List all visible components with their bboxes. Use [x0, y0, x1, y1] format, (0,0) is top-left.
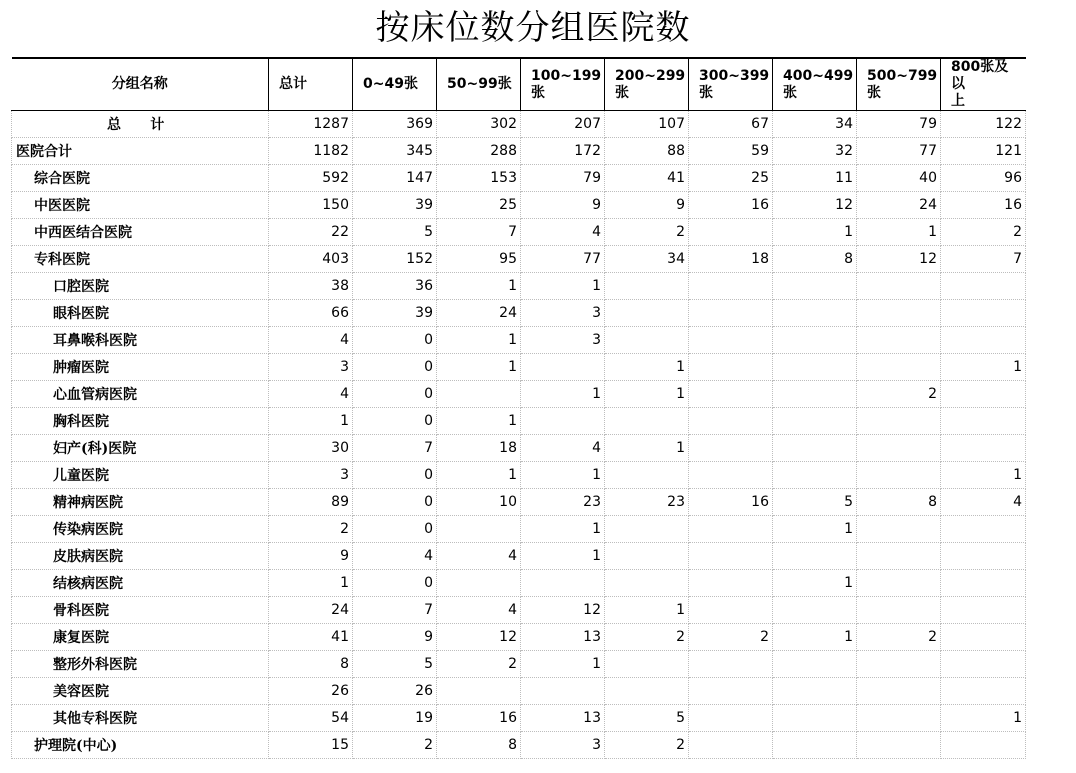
value-cell: 54 — [269, 705, 353, 732]
value-cell — [857, 516, 941, 543]
table-body — [12, 111, 1026, 759]
value-cell: 23 — [521, 489, 605, 516]
value-cell: 0 — [353, 489, 437, 516]
value-cell: 16 — [941, 192, 1026, 219]
column-header-text: 张 — [531, 84, 545, 101]
page-title: 按床位数分组医院数 — [375, 8, 691, 48]
row-name-cell: 整形外科医院 — [12, 651, 269, 678]
value-cell — [941, 408, 1026, 435]
value-cell: 1 — [773, 624, 857, 651]
row-name-cell: 护理院(中心) — [12, 732, 269, 759]
row-name-cell: 口腔医院 — [12, 273, 269, 300]
value-cell — [773, 300, 857, 327]
value-cell: 1 — [857, 219, 941, 246]
column-header-1 — [269, 58, 353, 111]
value-cell — [857, 408, 941, 435]
row-name-cell: 中医医院 — [12, 192, 269, 219]
value-cell: 2 — [857, 624, 941, 651]
table-row — [12, 705, 1026, 732]
value-cell — [773, 327, 857, 354]
column-header-9 — [941, 58, 1026, 111]
value-cell: 18 — [689, 246, 773, 273]
value-cell: 32 — [773, 138, 857, 165]
value-cell: 77 — [521, 246, 605, 273]
row-name-cell: 总 计 — [12, 111, 269, 138]
value-cell — [605, 543, 689, 570]
value-cell: 1 — [605, 597, 689, 624]
value-cell: 107 — [605, 111, 689, 138]
column-header-5 — [605, 58, 689, 111]
value-cell: 1 — [437, 273, 521, 300]
value-cell — [773, 543, 857, 570]
value-cell: 41 — [605, 165, 689, 192]
value-cell: 4 — [269, 327, 353, 354]
value-cell — [689, 597, 773, 624]
value-cell: 88 — [605, 138, 689, 165]
table-row — [12, 678, 1026, 705]
table-row — [12, 543, 1026, 570]
value-cell: 1 — [605, 354, 689, 381]
value-cell — [857, 435, 941, 462]
value-cell — [689, 651, 773, 678]
column-header-text: 400~499 — [783, 67, 854, 84]
value-cell: 0 — [353, 570, 437, 597]
column-header-text: 分组名称 — [111, 76, 168, 92]
value-cell — [521, 354, 605, 381]
value-cell: 1 — [269, 408, 353, 435]
value-cell — [521, 678, 605, 705]
value-cell: 1287 — [269, 111, 353, 138]
column-header-text: 上 — [951, 93, 965, 109]
value-cell: 12 — [521, 597, 605, 624]
value-cell — [689, 381, 773, 408]
value-cell: 3 — [521, 300, 605, 327]
value-cell: 3 — [269, 354, 353, 381]
value-cell — [605, 651, 689, 678]
value-cell: 40 — [857, 165, 941, 192]
value-cell — [689, 705, 773, 732]
value-cell — [521, 408, 605, 435]
value-cell: 79 — [857, 111, 941, 138]
column-header-text: 200~299 — [615, 67, 686, 84]
value-cell: 12 — [857, 246, 941, 273]
table-row — [12, 408, 1026, 435]
value-cell — [941, 300, 1026, 327]
value-cell: 66 — [269, 300, 353, 327]
value-cell — [857, 543, 941, 570]
value-cell: 15 — [269, 732, 353, 759]
table-row — [12, 165, 1026, 192]
table-row — [12, 138, 1026, 165]
row-name-cell: 儿童医院 — [12, 462, 269, 489]
value-cell: 13 — [521, 705, 605, 732]
value-cell: 1 — [941, 705, 1026, 732]
value-cell: 7 — [353, 435, 437, 462]
value-cell: 1 — [605, 381, 689, 408]
value-cell: 1 — [941, 462, 1026, 489]
table-row — [12, 192, 1026, 219]
value-cell — [941, 435, 1026, 462]
hospital-bed-table — [11, 57, 1026, 759]
value-cell: 153 — [437, 165, 521, 192]
value-cell: 77 — [857, 138, 941, 165]
value-cell — [773, 435, 857, 462]
table-row — [12, 651, 1026, 678]
row-name-cell: 精神病医院 — [12, 489, 269, 516]
table-row — [12, 327, 1026, 354]
row-name-cell: 皮肤病医院 — [12, 543, 269, 570]
table-row — [12, 516, 1026, 543]
column-header-text: 张 — [867, 84, 881, 101]
value-cell: 34 — [605, 246, 689, 273]
row-name-cell: 骨科医院 — [12, 597, 269, 624]
value-cell — [605, 273, 689, 300]
value-cell: 1 — [773, 219, 857, 246]
value-cell: 22 — [269, 219, 353, 246]
value-cell — [689, 732, 773, 759]
table-row — [12, 246, 1026, 273]
value-cell — [689, 543, 773, 570]
value-cell: 12 — [773, 192, 857, 219]
value-cell — [857, 354, 941, 381]
table-row — [12, 732, 1026, 759]
value-cell: 25 — [689, 165, 773, 192]
value-cell: 1 — [521, 516, 605, 543]
value-cell: 1 — [773, 516, 857, 543]
value-cell: 36 — [353, 273, 437, 300]
value-cell: 24 — [857, 192, 941, 219]
table-row — [12, 624, 1026, 651]
column-header-7 — [773, 58, 857, 111]
column-header-8 — [857, 58, 941, 111]
value-cell — [773, 597, 857, 624]
value-cell — [689, 516, 773, 543]
value-cell: 3 — [521, 327, 605, 354]
value-cell: 3 — [269, 462, 353, 489]
value-cell: 0 — [353, 354, 437, 381]
value-cell: 12 — [437, 624, 521, 651]
table-row — [12, 300, 1026, 327]
value-cell: 1 — [437, 408, 521, 435]
value-cell — [605, 327, 689, 354]
value-cell: 0 — [353, 462, 437, 489]
value-cell: 592 — [269, 165, 353, 192]
value-cell: 147 — [353, 165, 437, 192]
value-cell — [773, 273, 857, 300]
value-cell — [437, 516, 521, 543]
value-cell: 39 — [353, 300, 437, 327]
column-header-text: 张 — [783, 84, 797, 101]
value-cell — [941, 570, 1026, 597]
value-cell: 1 — [773, 570, 857, 597]
row-name-cell: 胸科医院 — [12, 408, 269, 435]
row-name-cell: 妇产(科)医院 — [12, 435, 269, 462]
value-cell: 403 — [269, 246, 353, 273]
value-cell — [941, 597, 1026, 624]
value-cell: 5 — [353, 219, 437, 246]
table-row — [12, 570, 1026, 597]
value-cell: 2 — [269, 516, 353, 543]
value-cell — [857, 705, 941, 732]
column-header-text: 张 — [699, 84, 713, 101]
value-cell: 2 — [437, 651, 521, 678]
value-cell — [689, 273, 773, 300]
value-cell: 5 — [605, 705, 689, 732]
column-header-text: 50~99张 — [447, 76, 512, 92]
value-cell — [773, 381, 857, 408]
value-cell: 1 — [605, 435, 689, 462]
value-cell — [605, 678, 689, 705]
value-cell — [773, 705, 857, 732]
value-cell — [941, 381, 1026, 408]
value-cell: 1 — [521, 543, 605, 570]
value-cell — [773, 462, 857, 489]
value-cell — [605, 516, 689, 543]
value-cell: 7 — [353, 597, 437, 624]
value-cell — [941, 273, 1026, 300]
row-name-cell: 其他专科医院 — [12, 705, 269, 732]
row-name-cell: 心血管病医院 — [12, 381, 269, 408]
row-name-cell: 专科医院 — [12, 246, 269, 273]
value-cell: 1 — [521, 462, 605, 489]
value-cell — [857, 732, 941, 759]
column-header-6 — [689, 58, 773, 111]
value-cell: 16 — [689, 192, 773, 219]
value-cell — [941, 543, 1026, 570]
value-cell — [857, 570, 941, 597]
row-name-cell: 康复医院 — [12, 624, 269, 651]
value-cell: 5 — [353, 651, 437, 678]
value-cell: 150 — [269, 192, 353, 219]
table-row — [12, 489, 1026, 516]
value-cell: 19 — [353, 705, 437, 732]
value-cell: 1 — [521, 273, 605, 300]
row-name-cell: 美容医院 — [12, 678, 269, 705]
value-cell: 1 — [269, 570, 353, 597]
value-cell — [689, 327, 773, 354]
header-row — [12, 58, 1026, 111]
value-cell: 8 — [773, 246, 857, 273]
value-cell: 369 — [353, 111, 437, 138]
value-cell — [689, 219, 773, 246]
value-cell: 7 — [437, 219, 521, 246]
value-cell: 4 — [353, 543, 437, 570]
table-row — [12, 381, 1026, 408]
value-cell: 24 — [269, 597, 353, 624]
value-cell: 41 — [269, 624, 353, 651]
table-row — [12, 219, 1026, 246]
value-cell — [857, 273, 941, 300]
value-cell: 1182 — [269, 138, 353, 165]
column-header-text: 0~49张 — [363, 76, 418, 92]
value-cell — [941, 516, 1026, 543]
value-cell: 96 — [941, 165, 1026, 192]
value-cell — [605, 300, 689, 327]
value-cell: 59 — [689, 138, 773, 165]
value-cell: 4 — [269, 381, 353, 408]
value-cell: 13 — [521, 624, 605, 651]
value-cell — [857, 462, 941, 489]
value-cell: 4 — [437, 543, 521, 570]
value-cell: 1 — [521, 381, 605, 408]
value-cell: 1 — [437, 462, 521, 489]
value-cell — [941, 327, 1026, 354]
value-cell: 9 — [521, 192, 605, 219]
value-cell: 4 — [941, 489, 1026, 516]
value-cell: 18 — [437, 435, 521, 462]
value-cell: 172 — [521, 138, 605, 165]
value-cell: 0 — [353, 516, 437, 543]
value-cell: 39 — [353, 192, 437, 219]
value-cell: 2 — [605, 219, 689, 246]
value-cell: 7 — [941, 246, 1026, 273]
value-cell: 2 — [857, 381, 941, 408]
table-row — [12, 354, 1026, 381]
value-cell — [437, 570, 521, 597]
value-cell: 8 — [269, 651, 353, 678]
value-cell — [941, 624, 1026, 651]
value-cell: 9 — [353, 624, 437, 651]
value-cell — [689, 435, 773, 462]
value-cell: 30 — [269, 435, 353, 462]
value-cell: 67 — [689, 111, 773, 138]
value-cell: 0 — [353, 408, 437, 435]
table-row — [12, 435, 1026, 462]
value-cell — [689, 570, 773, 597]
value-cell: 34 — [773, 111, 857, 138]
value-cell: 1 — [521, 651, 605, 678]
value-cell — [689, 354, 773, 381]
value-cell: 16 — [437, 705, 521, 732]
value-cell: 11 — [773, 165, 857, 192]
value-cell — [941, 732, 1026, 759]
value-cell — [941, 678, 1026, 705]
value-cell — [605, 408, 689, 435]
value-cell — [605, 462, 689, 489]
row-name-cell: 医院合计 — [12, 138, 269, 165]
value-cell: 2 — [605, 732, 689, 759]
value-cell: 26 — [269, 678, 353, 705]
table-row — [12, 111, 1026, 138]
value-cell: 24 — [437, 300, 521, 327]
value-cell — [857, 300, 941, 327]
value-cell: 2 — [689, 624, 773, 651]
column-header-4 — [521, 58, 605, 111]
row-name-cell: 眼科医院 — [12, 300, 269, 327]
value-cell: 8 — [437, 732, 521, 759]
value-cell — [941, 651, 1026, 678]
value-cell: 4 — [437, 597, 521, 624]
value-cell: 79 — [521, 165, 605, 192]
value-cell — [437, 678, 521, 705]
value-cell — [773, 408, 857, 435]
value-cell: 26 — [353, 678, 437, 705]
value-cell: 1 — [437, 327, 521, 354]
value-cell: 4 — [521, 435, 605, 462]
table-row — [12, 597, 1026, 624]
value-cell — [773, 354, 857, 381]
value-cell: 2 — [605, 624, 689, 651]
value-cell: 9 — [269, 543, 353, 570]
table-row — [12, 462, 1026, 489]
value-cell — [857, 678, 941, 705]
value-cell — [689, 300, 773, 327]
column-header-3 — [437, 58, 521, 111]
column-header-text: 800张及以 — [951, 59, 1009, 92]
column-header-text: 500~799 — [867, 67, 938, 84]
row-name-cell: 中西医结合医院 — [12, 219, 269, 246]
value-cell: 345 — [353, 138, 437, 165]
value-cell: 122 — [941, 111, 1026, 138]
column-header-text: 300~399 — [699, 67, 770, 84]
value-cell: 25 — [437, 192, 521, 219]
value-cell: 9 — [605, 192, 689, 219]
value-cell — [773, 678, 857, 705]
value-cell: 0 — [353, 381, 437, 408]
value-cell — [857, 327, 941, 354]
value-cell: 121 — [941, 138, 1026, 165]
value-cell — [521, 570, 605, 597]
value-cell: 89 — [269, 489, 353, 516]
value-cell: 8 — [857, 489, 941, 516]
value-cell: 95 — [437, 246, 521, 273]
column-header-text: 100~199 — [531, 67, 602, 84]
value-cell — [689, 678, 773, 705]
column-header-2 — [353, 58, 437, 111]
value-cell: 38 — [269, 273, 353, 300]
row-name-cell: 肿瘤医院 — [12, 354, 269, 381]
value-cell: 302 — [437, 111, 521, 138]
value-cell — [773, 732, 857, 759]
value-cell — [689, 408, 773, 435]
value-cell — [689, 462, 773, 489]
row-name-cell: 耳鼻喉科医院 — [12, 327, 269, 354]
value-cell: 4 — [521, 219, 605, 246]
value-cell: 23 — [605, 489, 689, 516]
row-name-cell: 传染病医院 — [12, 516, 269, 543]
column-header-text: 总计 — [279, 76, 307, 92]
value-cell — [437, 381, 521, 408]
value-cell: 207 — [521, 111, 605, 138]
value-cell: 152 — [353, 246, 437, 273]
table-row — [12, 273, 1026, 300]
value-cell: 2 — [941, 219, 1026, 246]
value-cell: 2 — [353, 732, 437, 759]
column-header-name — [12, 58, 269, 111]
column-header-text: 张 — [615, 84, 629, 101]
value-cell: 288 — [437, 138, 521, 165]
value-cell: 3 — [521, 732, 605, 759]
value-cell: 16 — [689, 489, 773, 516]
value-cell — [605, 570, 689, 597]
value-cell: 1 — [437, 354, 521, 381]
value-cell: 0 — [353, 327, 437, 354]
row-name-cell: 结核病医院 — [12, 570, 269, 597]
value-cell — [857, 651, 941, 678]
value-cell: 1 — [941, 354, 1026, 381]
value-cell: 5 — [773, 489, 857, 516]
value-cell — [857, 597, 941, 624]
value-cell: 10 — [437, 489, 521, 516]
value-cell — [773, 651, 857, 678]
row-name-cell: 综合医院 — [12, 165, 269, 192]
